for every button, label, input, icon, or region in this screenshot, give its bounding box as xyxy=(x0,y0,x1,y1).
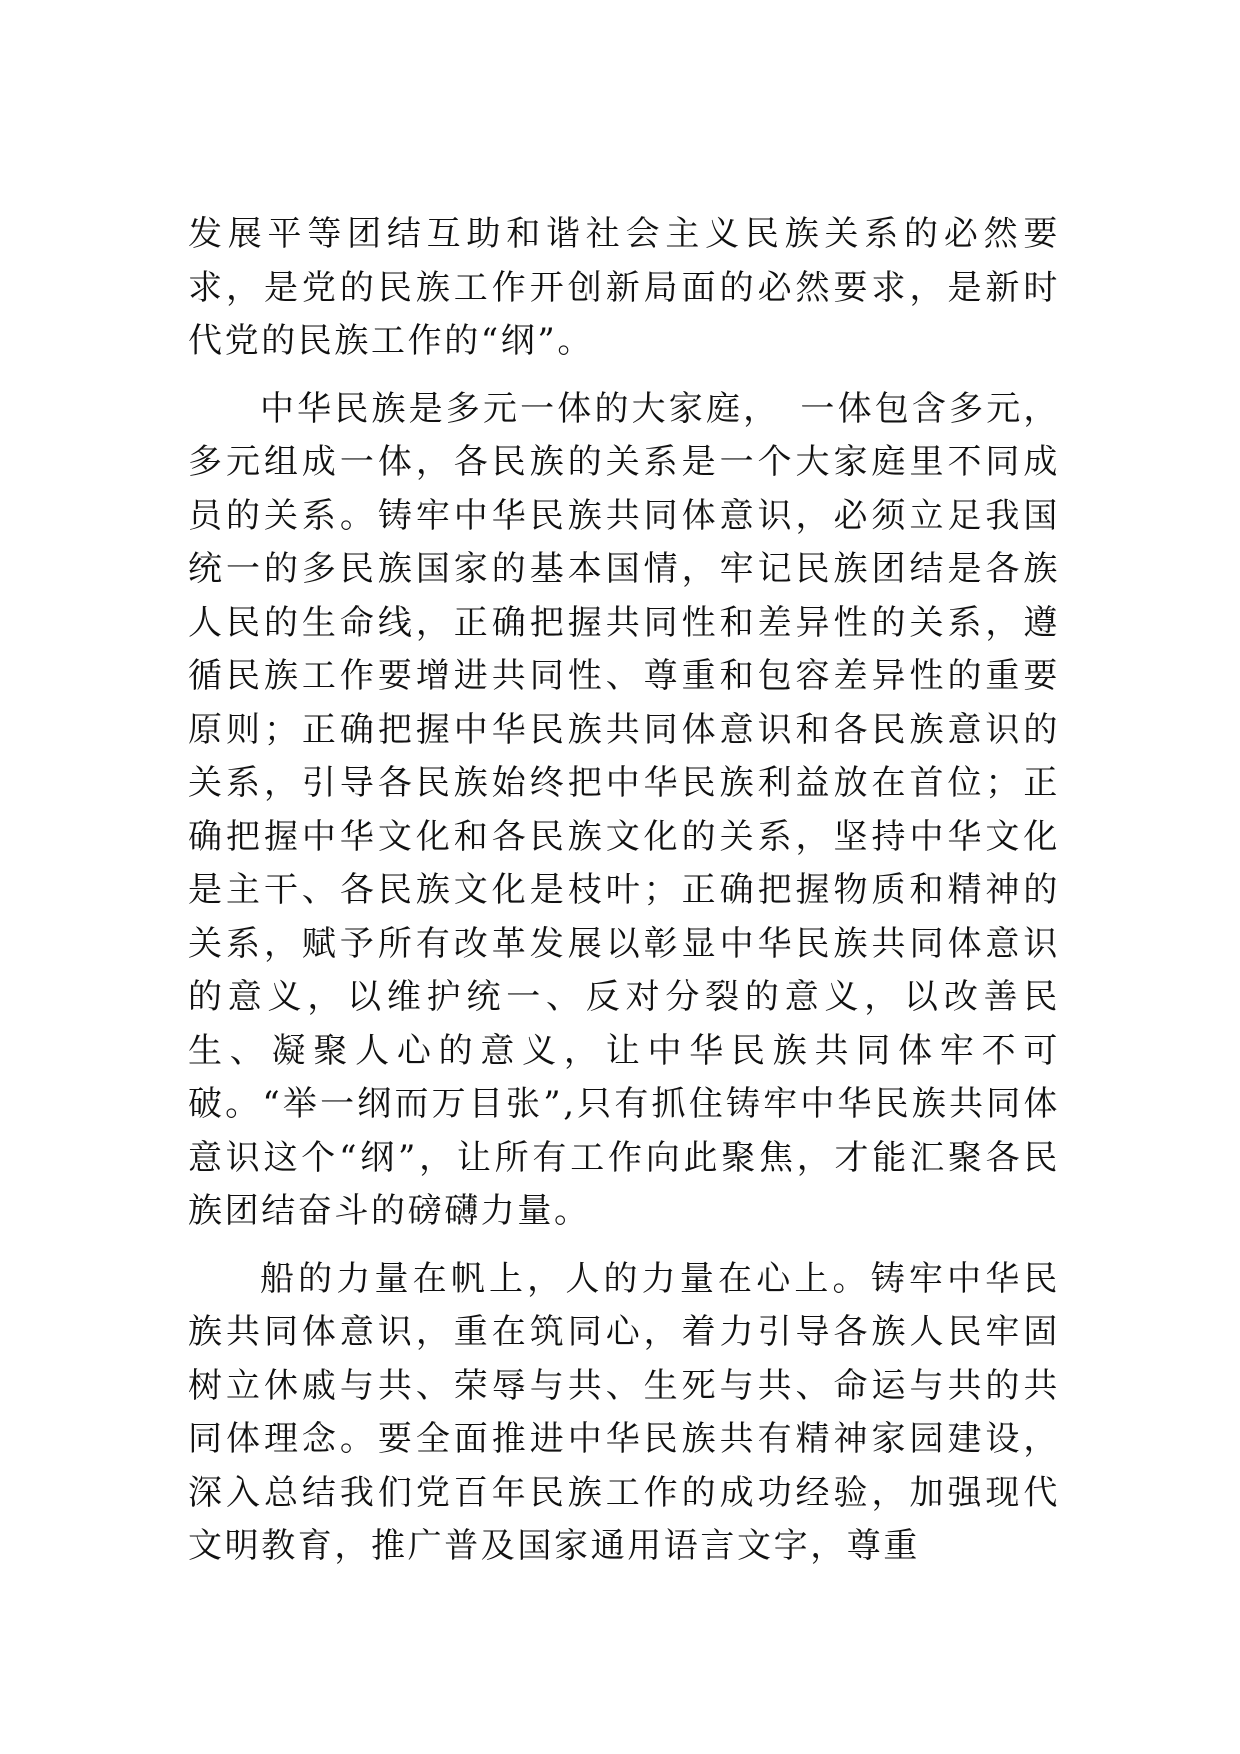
paragraph-2: 中华民族是多元一体的大家庭， 一体包含多元，多元组成一体，各民族的关系是一个大家庭里不同成员的关系。铸牢中华民族共同体意识，必须立足我国统一的多民族国家的基本国情，牢记民族团结是各族人民的生命线，正确把握共同性和差异性的关系，遵循民族工作要增进共同性、尊重和包容差异性的重要原则；正确把握中华民族共同体意识和各民族意识的关系，引导各民族始终把中华民族利益放在首位；正确把握中华文化和各民族文化的关系，坚持中华文化是主干、各民族文化是枝叶；正确把握物质和精神的关系，赋予所有改革发展以彰显中华民族共同体意识的意义，以维护统一、反对分裂的意义，以改善民生、凝聚人心的意义，让中华民族共同体牢不可破。“举一纲而万目张”,只有抓住铸牢中华民族共同体意识这个“纲”，让所有工作向此聚焦，才能汇聚各民族团结奋斗的磅礴力量。 xyxy=(188,388,1060,1231)
body-text xyxy=(188,208,1060,1574)
paragraph-3: 船的力量在帆上，人的力量在心上。铸牢中华民族共同体意识，重在筑同心，着力引导各族人民牢固树立休戚与共、荣辱与共、生死与共、命运与共的共同体理念。要全面推进中华民族共有精神家园建设，深入总结我们党百年民族工作的成功经验，加强现代文明教育，推广普及国家通用语言文字，尊重 xyxy=(188,1258,1060,1566)
paragraph-1: 发展平等团结互助和谐社会主义民族关系的必然要求，是党的民族工作开创新局面的必然要求，是新时代党的民族工作的“纲”。 xyxy=(188,214,1060,361)
